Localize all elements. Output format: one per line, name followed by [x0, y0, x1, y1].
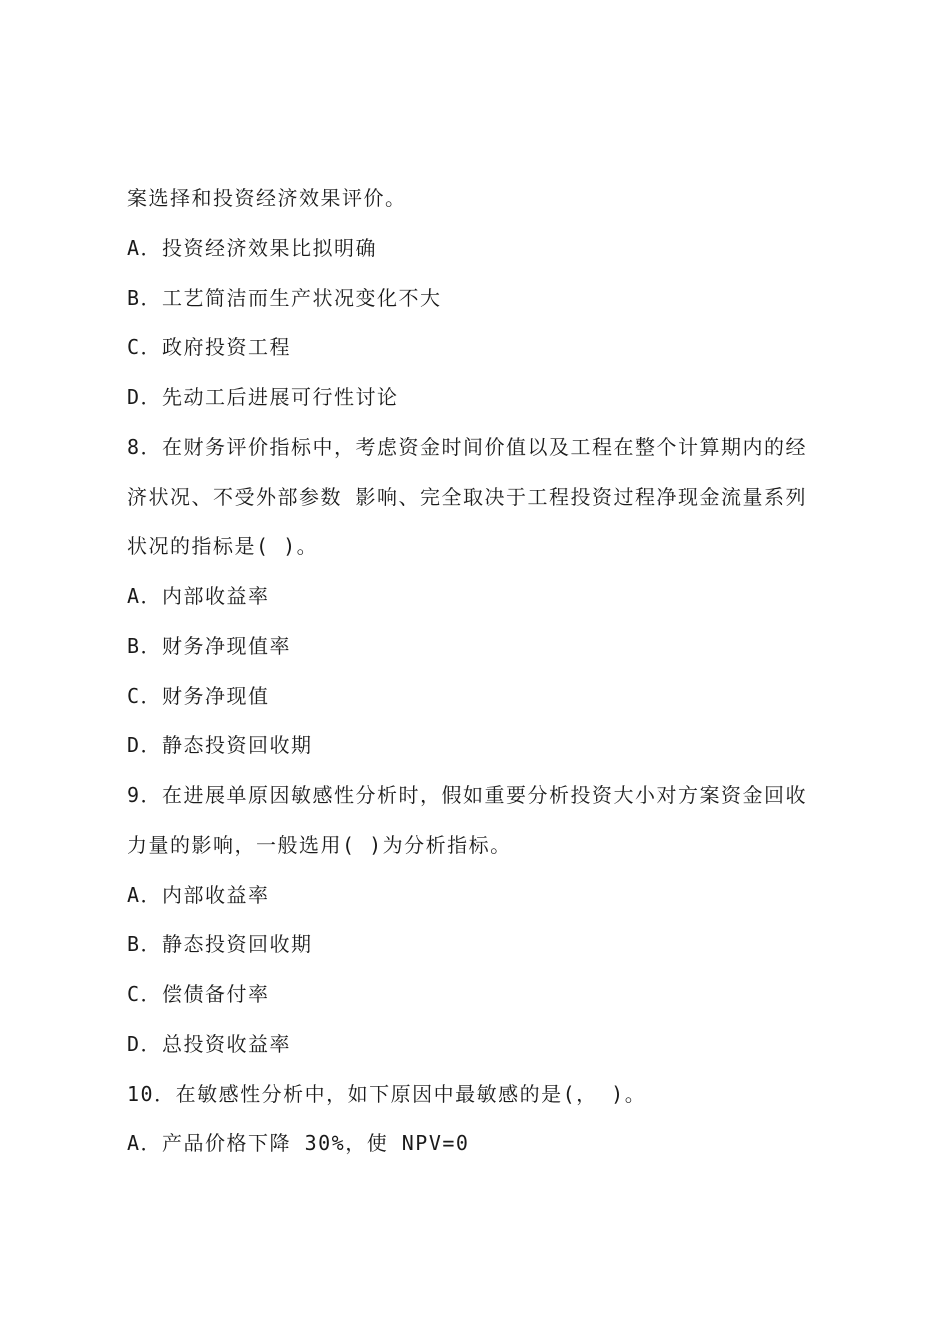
option-line: B．财务净现值率 [127, 633, 292, 658]
option-line: A．产品价格下降 30%，使 NPV=0 [127, 1131, 470, 1156]
option-line: A．内部收益率 [127, 584, 270, 608]
question-line: 9．在进展单原因敏感性分析时，假如重要分析投资大小对方案资金回收 [127, 783, 808, 807]
option-line: C．财务净现值 [127, 683, 270, 708]
option-line: A．内部收益率 [127, 882, 270, 907]
option-line: B．工艺简洁而生产状况变化不大 [127, 285, 442, 310]
question-line: 力量的影响，一般选用( )为分析指标。 [127, 832, 512, 857]
option-line: D．先动工后进展可行性讨论 [127, 385, 399, 409]
document-body [127, 186, 837, 1181]
question-line: 济状况、不受外部参数 影响、完全取决于工程投资过程净现金流量系列 [127, 484, 808, 509]
option-line: A．投资经济效果比拟明确 [127, 235, 378, 260]
text-line: 案选择和投资经济效果评价。 [127, 186, 407, 210]
option-line: C．政府投资工程 [127, 335, 292, 360]
question-line: 10．在敏感性分析中，如下原因中最敏感的是(， )。 [127, 1081, 647, 1106]
question-line: 状况的指标是( )。 [127, 534, 319, 559]
option-line: B．静态投资回收期 [127, 932, 313, 957]
option-line: D．静态投资回收期 [127, 733, 313, 758]
option-line: C．偿债备付率 [127, 982, 270, 1006]
question-line: 8．在财务评价指标中，考虑资金时间价值以及工程在整个计算期内的经 [127, 434, 808, 459]
option-line: D．总投资收益率 [127, 1031, 292, 1056]
